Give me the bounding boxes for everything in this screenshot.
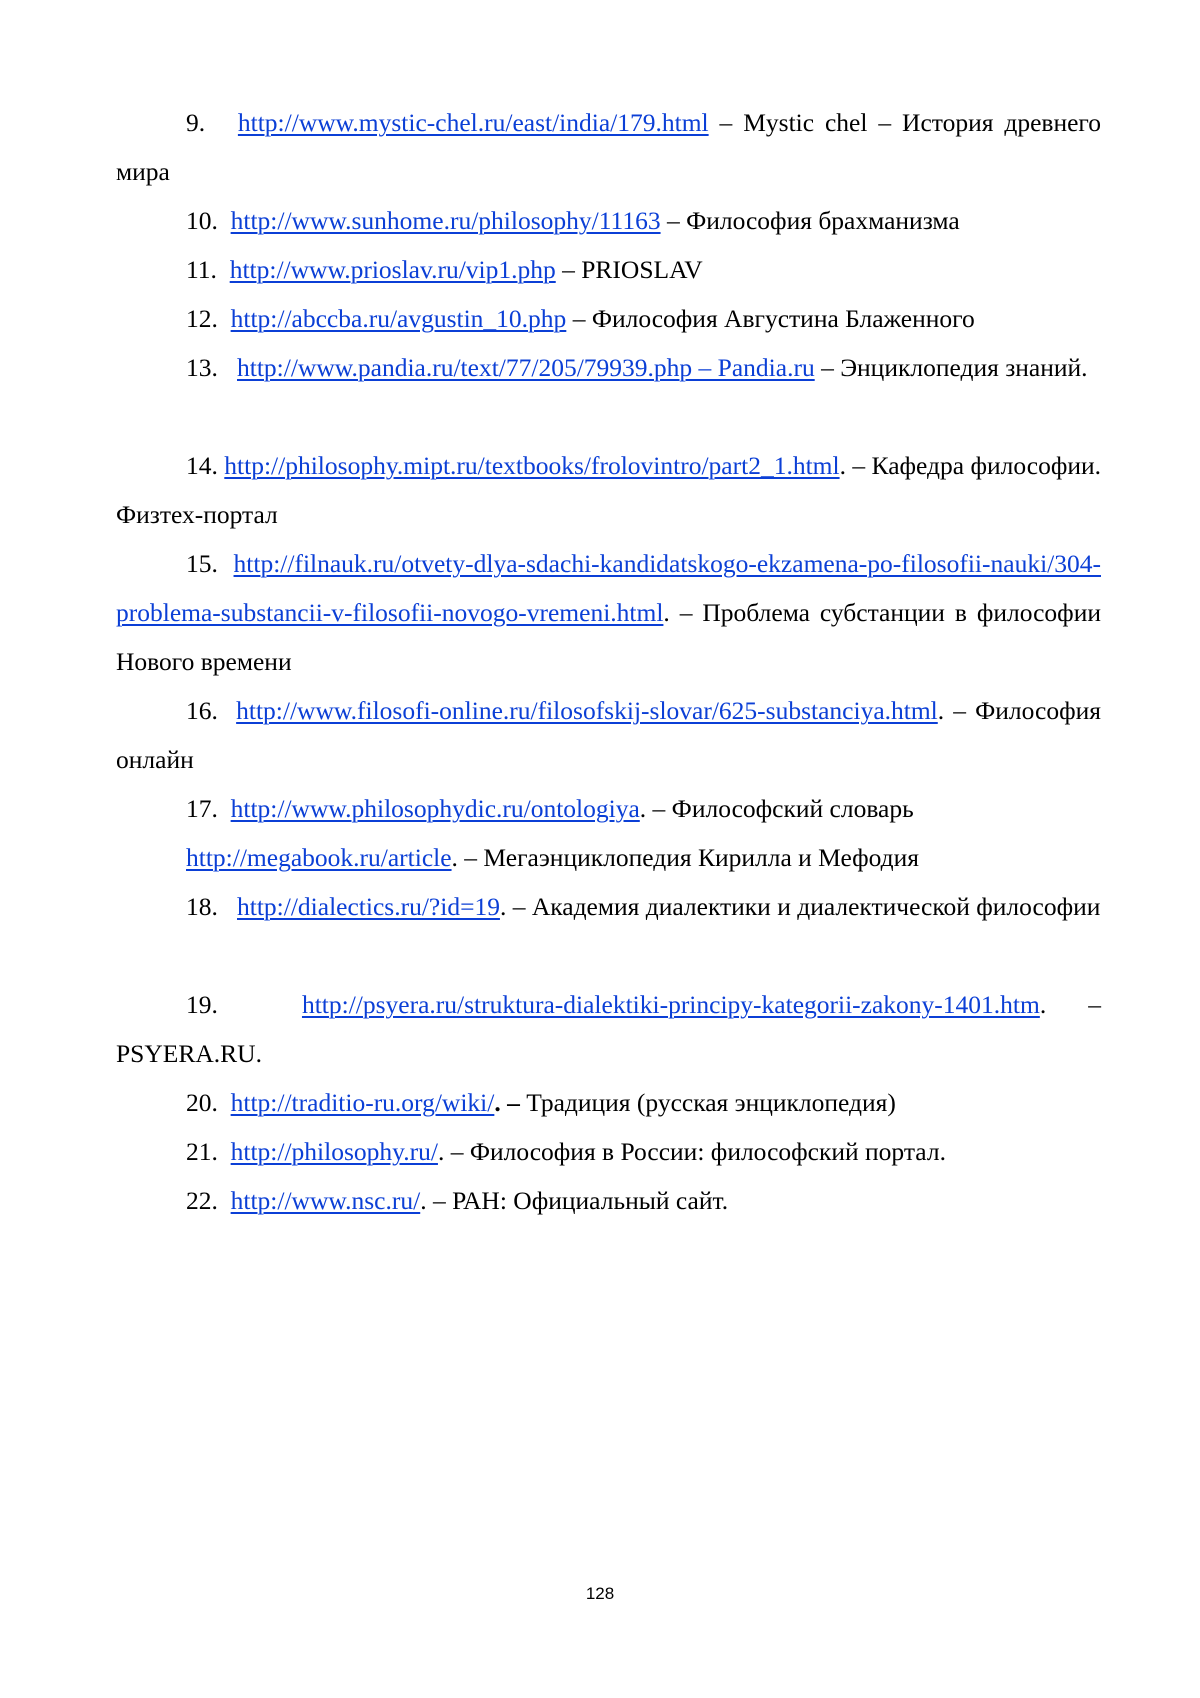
reference-description: . – Философия онлайн <box>116 696 1102 774</box>
reference-item-14 <box>116 441 1101 539</box>
reference-link[interactable]: http://philosophy.mipt.ru/textbooks/frolovintro/part2_1.html <box>224 451 840 480</box>
reference-link[interactable]: http://philosophy.ru/ <box>230 1137 438 1166</box>
reference-item-22 <box>116 1176 1101 1225</box>
reference-number: 14. <box>186 451 218 480</box>
reference-link[interactable]: http://traditio-ru.org/wiki/ <box>230 1088 495 1117</box>
reference-separator: . – <box>494 1088 520 1117</box>
reference-item-17-extra <box>186 833 1101 882</box>
reference-link[interactable]: http://dialectics.ru/?id=19 <box>237 892 500 921</box>
page-number: 128 <box>585 1584 615 1603</box>
reference-number: 20. <box>186 1088 218 1117</box>
reference-number: 19. <box>186 990 218 1019</box>
reference-number: 15. <box>186 549 218 578</box>
reference-description: . – Академия диалектики и диалектической философии <box>499 892 1101 921</box>
reference-item-21 <box>116 1127 1101 1176</box>
reference-link[interactable]: http://megabook.ru/article <box>186 843 452 872</box>
reference-link[interactable]: http://filnauk.ru/otvety-dlya-sdachi-kandidatskogo-ekzamena-po-filosofii-nauki/304-problema-substancii-v-filosofii-novogo-vremeni.html <box>116 549 1101 627</box>
reference-description: – Mystic chel – История древнего мира <box>116 108 1101 186</box>
reference-number: 10. <box>186 206 218 235</box>
reference-number: 12. <box>186 304 218 333</box>
reference-link[interactable]: http://www.nsc.ru/ <box>230 1186 421 1215</box>
reference-item-20 <box>116 1078 1101 1127</box>
reference-item-18 <box>116 882 1101 931</box>
reference-link[interactable]: http://www.pandia.ru/text/77/205/79939.php – Pandia.ru <box>237 353 815 382</box>
reference-item-16 <box>116 686 1101 784</box>
reference-description: . – PSYERA.RU. <box>116 990 1102 1068</box>
reference-number: 16. <box>186 696 218 725</box>
reference-number: 17. <box>186 794 218 823</box>
reference-link[interactable]: http://www.mystic-chel.ru/east/india/179.html <box>237 108 709 137</box>
reference-item-10 <box>116 196 1101 245</box>
reference-link[interactable]: http://www.philosophydic.ru/ontologiya <box>230 794 640 823</box>
reference-link[interactable]: http://www.filosofi-online.ru/filosofskij-slovar/625-substanciya.html <box>236 696 938 725</box>
reference-link[interactable]: http://abccba.ru/avgustin_10.php <box>230 304 567 333</box>
reference-description: – Философия брахманизма <box>660 206 960 235</box>
reference-item-12 <box>116 294 1101 343</box>
reference-description: – PRIOSLAV <box>555 255 703 284</box>
reference-description: . – Мегаэнциклопедия Кирилла и Мефодия <box>451 843 920 872</box>
reference-description: – Философия Августина Блаженного <box>566 304 975 333</box>
reference-link[interactable]: http://www.prioslav.ru/vip1.php <box>229 255 556 284</box>
reference-item-17 <box>116 784 1101 833</box>
reference-description: Традиция (русская энциклопедия) <box>519 1088 896 1117</box>
reference-link[interactable]: http://psyera.ru/struktura-dialektiki-principy-kategorii-zakony-1401.htm <box>301 990 1040 1019</box>
reference-number: 11. <box>186 255 217 284</box>
reference-item-11 <box>116 245 1101 294</box>
reference-number: 21. <box>186 1137 218 1166</box>
reference-item-13 <box>116 343 1101 392</box>
reference-description: . – Кафедра философии. Физтех-портал <box>116 451 1102 529</box>
reference-description: . – Философский словарь <box>639 794 914 823</box>
reference-item-15 <box>116 539 1101 686</box>
reference-link[interactable]: http://www.sunhome.ru/philosophy/11163 <box>230 206 661 235</box>
reference-description: . – РАН: Официальный сайт. <box>420 1186 729 1215</box>
reference-number: 13. <box>186 353 218 382</box>
reference-description: . – Проблема субстанции в философии Нового времени <box>116 598 1101 676</box>
reference-number: 18. <box>186 892 218 921</box>
reference-number: 22. <box>186 1186 218 1215</box>
reference-item-19 <box>116 980 1101 1078</box>
reference-number: 9. <box>186 108 206 137</box>
reference-item-9 <box>116 98 1101 196</box>
reference-description: – Энциклопедия знаний. <box>814 353 1088 382</box>
reference-description: . – Философия в России: философский портал. <box>437 1137 946 1166</box>
